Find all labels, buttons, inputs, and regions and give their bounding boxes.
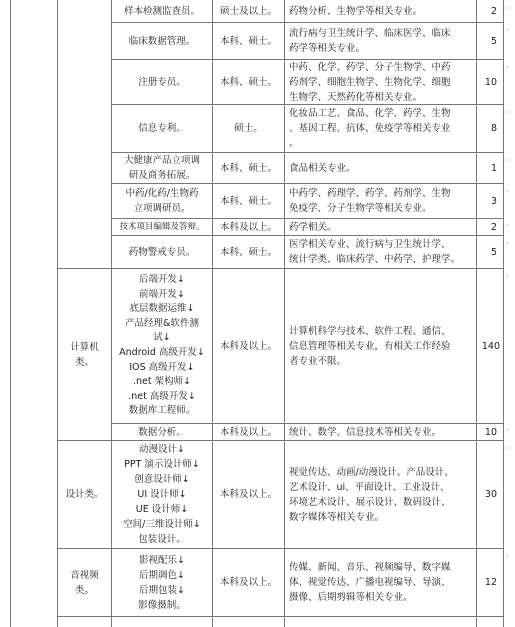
headcount-cell: [477, 184, 497, 218]
row-end-mark: ·: [506, 187, 509, 196]
education-requirement: 本科、硕士。: [219, 76, 277, 88]
row-end-mark: ·: [506, 239, 509, 248]
major-cell: [289, 184, 475, 218]
category-cell: [58, 269, 111, 440]
headcount: 12: [484, 577, 497, 588]
major-requirement: 流行病与卫生统计学、临床医学、临床 药学等相关专业。: [289, 28, 451, 54]
position-cell: [112, 0, 212, 22]
major-requirement: 中药学、药理学、药学、药剂学、生物 免疫学、分子生物学等相关专业。: [289, 188, 451, 214]
position-name: 中药/化药/生物药 立项调研员。: [125, 188, 199, 214]
position-cell: [112, 269, 212, 423]
position-name: 样本检测监查员。: [123, 5, 200, 17]
headcount: 2: [490, 5, 497, 17]
headcount: 1: [490, 162, 497, 174]
major-cell: [289, 23, 475, 59]
position-name: 技术项目编辑及答辩。: [119, 221, 205, 232]
position-cell: [112, 236, 212, 268]
headcount-cell: [477, 269, 500, 423]
education-requirement: 本科、硕士。: [219, 35, 277, 47]
education-requirement: 硕士。: [234, 123, 263, 134]
row-end-mark: ·: [506, 444, 509, 453]
major-requirement: 视觉传达、动画/动漫设计、产品设计、 艺术设计、ui、平面设计、工业设计、 环境艺术设计、展示设计、数码设计、 数字媒体等相关专业。: [289, 466, 454, 523]
headcount: 10: [484, 426, 497, 438]
education-requirement: 本科及以上。: [219, 426, 277, 438]
education-cell: [213, 23, 284, 59]
education-requirement: 本科、硕士。: [219, 195, 277, 207]
major-cell: [289, 549, 475, 616]
headcount: 5: [490, 35, 497, 47]
headcount-cell: [477, 441, 497, 548]
category-cell: [58, 549, 111, 616]
position-name: 药物警戒专员。: [128, 246, 196, 258]
headcount: 5: [490, 246, 497, 258]
major-requirement: 传媒、新闻、音乐、视频编导、数字媒 体、视觉传达、广播电视编导、导演、 摄像、后期剪辑等相关专业。: [289, 562, 451, 603]
category-label: 音视频 类。: [70, 569, 99, 596]
row-divider: [57, 616, 503, 617]
major-requirement: 中药、化学、药学、分子生物学、中药 药剂学、细胞生物学、生物化学、细胞 生物学、天然药化等相关专业。: [289, 61, 451, 103]
education-requirement: 本科及以上。: [219, 221, 277, 233]
headcount-cell: [477, 219, 497, 235]
major-cell: [289, 236, 475, 268]
major-requirement: 药学相关。: [289, 221, 337, 233]
major-requirement: 食品相关专业。: [289, 162, 356, 174]
row-end-mark: ·: [506, 4, 509, 13]
headcount: 30: [484, 489, 497, 500]
position-name: 动漫设计↓ PPT 演示设计师↓ 创意设计师↓ UI 设计师↓ UE 设计师↓ 空间/三维设计师↓ 包装设计。: [123, 444, 201, 545]
headcount-cell: [477, 0, 497, 22]
category-cell: [58, 441, 111, 548]
position-cell: [112, 441, 212, 548]
row-end-mark: ·: [506, 221, 509, 230]
category-label: 设计类。: [65, 489, 104, 500]
headcount-cell: [477, 153, 497, 183]
headcount-cell: [477, 105, 497, 152]
position-cell: [112, 153, 212, 183]
education-cell: [213, 441, 284, 548]
column-divider: [284, 0, 285, 627]
position-cell: [112, 184, 212, 218]
major-requirement: 医学相关专业、流行病与卫生统计学、 统计学类、临床药学、中药学、护理学。: [289, 239, 461, 265]
headcount: 2: [490, 221, 497, 233]
headcount-cell: [477, 236, 497, 268]
education-cell: [213, 0, 284, 22]
headcount-cell: [477, 549, 497, 616]
position-cell: [112, 23, 212, 59]
headcount: 140: [481, 340, 500, 352]
position-name: 注册专员。: [138, 76, 186, 88]
position-name: 信息专利。: [138, 123, 186, 134]
major-cell: [289, 424, 475, 440]
headcount: 8: [490, 123, 497, 134]
category-label: 计算机 类。: [70, 341, 99, 368]
education-requirement: 本科、硕士。: [219, 162, 277, 174]
position-cell: [112, 424, 212, 440]
education-cell: [213, 184, 284, 218]
headcount-cell: [477, 23, 497, 59]
education-cell: [213, 153, 284, 183]
education-requirement: 本科及以上。: [219, 577, 277, 588]
education-cell: [213, 549, 284, 616]
major-cell: [289, 0, 475, 22]
education-cell: [213, 269, 284, 423]
major-cell: [289, 105, 475, 152]
position-name: 影视配乐↓ 后期调色↓ 后期包装↓ 影像摄制。: [138, 554, 186, 611]
major-cell: [289, 219, 475, 235]
major-requirement: 化妆品工艺、食品、化学、药学、生物 、基因工程、抗体、免疫学等相关专业 。: [289, 108, 451, 149]
position-name: 后端开发↓ 前端开发↓ 底层数据运维↓ 产品经理&软件测 试↓ Android 高级开发↓ IOS 高级开发↓ .net 架构师↓ .net 高级开发↓ 数据库工程师。: [119, 274, 205, 417]
education-cell: [213, 60, 284, 104]
table-border-right: [503, 0, 504, 627]
major-cell: [289, 60, 475, 104]
position-name: 临床数据管理。: [128, 35, 196, 47]
major-requirement: 药物分析、生物学等相关专业。: [289, 5, 423, 17]
education-requirement: 本科及以上。: [219, 489, 277, 500]
table-border-outer-left: [10, 0, 11, 627]
row-end-mark: ·: [506, 63, 509, 72]
education-cell: [213, 424, 284, 440]
education-requirement: 本科、硕士。: [219, 246, 277, 258]
row-end-mark: ·: [506, 26, 509, 35]
major-cell: [289, 269, 475, 423]
education-cell: [213, 105, 284, 152]
headcount-cell: [477, 424, 497, 440]
row-end-mark: ·: [506, 156, 509, 165]
position-cell: [112, 105, 212, 152]
position-cell: [112, 549, 212, 616]
headcount: 3: [490, 195, 497, 207]
row-end-mark: ·: [506, 272, 509, 281]
education-requirement: 本科及以上。: [219, 340, 277, 352]
position-cell: [112, 60, 212, 104]
headcount: 10: [484, 76, 497, 88]
position-name: 数据分析。: [138, 426, 186, 438]
education-requirement: 硕士及以上。: [219, 5, 277, 17]
position-name: 大健康产品立项调 研及商务拓展。: [123, 155, 200, 181]
row-end-mark: ·: [506, 108, 509, 117]
major-requirement: 计算机科学与技术、软件工程、通信、 信息管理等相关专业，有相关工作经验 者专业不限。: [289, 325, 451, 367]
row-end-mark: ·: [506, 426, 509, 435]
major-cell: [289, 153, 475, 183]
major-requirement: 统计、数学、信息技术等相关专业。: [289, 426, 442, 438]
education-cell: [213, 219, 284, 235]
headcount-cell: [477, 60, 497, 104]
education-cell: [213, 236, 284, 268]
major-cell: [289, 441, 475, 548]
position-cell: [112, 219, 212, 235]
row-end-mark: ·: [506, 552, 509, 561]
